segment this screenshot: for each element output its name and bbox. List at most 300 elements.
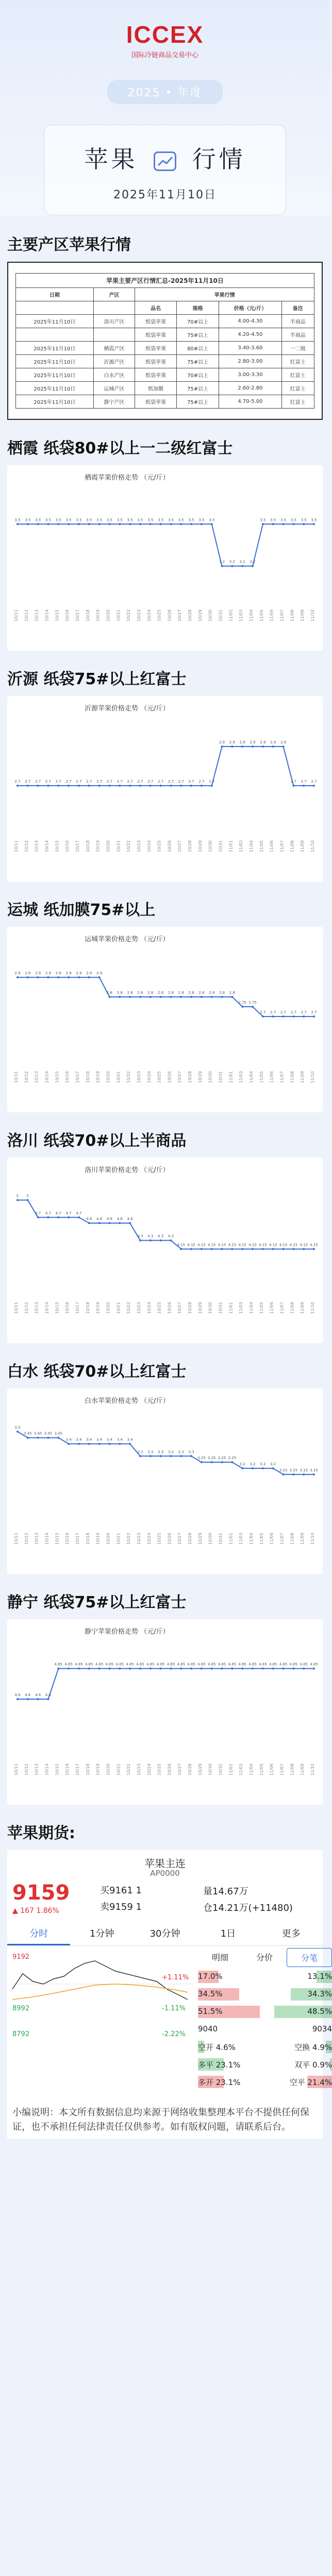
x-tick-label: 11/08 bbox=[290, 1302, 295, 1314]
price-chart-card bbox=[7, 927, 323, 1112]
data-point bbox=[68, 1668, 70, 1670]
series-line bbox=[18, 524, 314, 566]
title-right: 行情 bbox=[192, 145, 246, 173]
x-tick-label: 10/16 bbox=[65, 609, 70, 622]
data-point bbox=[180, 1668, 182, 1670]
data-point bbox=[160, 996, 162, 998]
data-point bbox=[119, 523, 121, 525]
table-cell: 2025年11月10日 bbox=[16, 342, 94, 355]
x-tick-label: 10/31 bbox=[218, 1302, 223, 1314]
tab-intraday[interactable]: 分时 bbox=[7, 1922, 70, 1945]
x-tick-label: 11/03 bbox=[239, 840, 244, 853]
data-label: 4.85 bbox=[146, 1662, 155, 1667]
flow-label-right: 9034 bbox=[312, 2024, 332, 2033]
x-tick-label: 10/23 bbox=[136, 609, 141, 622]
x-tick-label: 10/17 bbox=[75, 609, 80, 622]
table-cell: 白水产区 bbox=[93, 368, 135, 382]
data-point bbox=[313, 1248, 315, 1250]
chart-heading: 栖霞 纸袋80#以上一二级红富士 bbox=[7, 439, 233, 457]
x-tick-label: 11/04 bbox=[249, 1533, 254, 1545]
data-label: 4.85 bbox=[75, 1662, 83, 1667]
data-label: 3.5 bbox=[45, 518, 52, 522]
data-label: 3.5 bbox=[76, 518, 82, 522]
data-label: 2.8 bbox=[219, 991, 225, 995]
data-point bbox=[98, 523, 101, 525]
table-cell: 4.70-5.00 bbox=[219, 395, 281, 409]
data-point bbox=[170, 996, 172, 998]
x-tick-label: 10/12 bbox=[24, 840, 29, 853]
line-chart bbox=[7, 1388, 323, 1574]
data-point bbox=[98, 1668, 101, 1670]
flow-label-left: 多平 23.1% bbox=[198, 2060, 241, 2070]
data-point bbox=[180, 1248, 182, 1250]
data-label: 2.9 bbox=[35, 971, 41, 975]
x-tick-label: 10/25 bbox=[157, 1302, 162, 1314]
futures-bid: 买9161 1 bbox=[100, 1885, 142, 1896]
data-point bbox=[150, 996, 152, 998]
data-point bbox=[211, 1668, 213, 1670]
x-tick-label: 10/27 bbox=[177, 1071, 182, 1083]
x-tick-label: 10/18 bbox=[85, 1071, 90, 1083]
table-cell: 2.60-2.80 bbox=[219, 382, 281, 395]
data-point bbox=[201, 996, 203, 998]
flow-label-left: 9040 bbox=[198, 2024, 218, 2033]
x-tick-label: 10/13 bbox=[34, 1071, 39, 1083]
data-point bbox=[170, 785, 172, 787]
data-label: 4.85 bbox=[126, 1662, 134, 1667]
tab-30min[interactable]: 30分钟 bbox=[150, 1928, 180, 1939]
data-point bbox=[78, 976, 80, 978]
table-cell: 红富士 bbox=[281, 368, 314, 382]
x-tick-label: 10/18 bbox=[85, 609, 90, 622]
data-point bbox=[180, 1455, 182, 1457]
flow-label-right: 48.5% bbox=[307, 2007, 332, 2016]
col-product: 品名 bbox=[135, 301, 177, 315]
data-point bbox=[211, 1461, 213, 1463]
line-chart bbox=[7, 927, 323, 1112]
data-point bbox=[88, 523, 90, 525]
data-label: 4.85 bbox=[259, 1662, 267, 1667]
data-label: 2.7 bbox=[290, 1010, 296, 1014]
data-label: 4.85 bbox=[156, 1662, 165, 1667]
table-cell: 75#以上 bbox=[176, 395, 219, 409]
data-label: 3.5 bbox=[55, 518, 61, 522]
data-label: 3.3 bbox=[158, 1450, 164, 1454]
data-point bbox=[231, 565, 233, 567]
data-point bbox=[150, 1668, 152, 1670]
x-tick-label: 10/17 bbox=[75, 840, 80, 853]
data-point bbox=[139, 1240, 141, 1242]
data-point bbox=[272, 1015, 274, 1018]
x-tick-label: 10/20 bbox=[106, 609, 111, 622]
data-label: 3.2 bbox=[229, 560, 235, 564]
data-label: 2.7 bbox=[188, 779, 194, 784]
x-tick-label: 10/24 bbox=[146, 1764, 152, 1776]
x-tick-label: 10/19 bbox=[95, 840, 101, 853]
x-tick-label: 11/05 bbox=[259, 609, 264, 622]
data-label: 4.15 bbox=[269, 1243, 277, 1247]
data-point bbox=[272, 1668, 274, 1670]
data-point bbox=[47, 1698, 49, 1700]
line-chart bbox=[7, 1619, 323, 1805]
data-label: 2.7 bbox=[311, 779, 317, 784]
data-point bbox=[98, 976, 101, 978]
data-label: 3.5 bbox=[14, 518, 21, 522]
data-point bbox=[139, 996, 141, 998]
data-label: 2.8 bbox=[178, 991, 184, 995]
futures-code: AP0000 bbox=[150, 1869, 180, 1878]
x-tick-label: 10/16 bbox=[65, 840, 70, 853]
data-label: 4.6 bbox=[96, 1217, 103, 1222]
data-label: 3.4 bbox=[86, 1437, 92, 1442]
data-label: 2.8 bbox=[188, 991, 194, 995]
data-label: 3.5 bbox=[86, 518, 92, 522]
chart-heading: 洛川 纸袋70#以上半商品 bbox=[7, 1132, 187, 1150]
x-tick-label: 10/29 bbox=[197, 1764, 203, 1776]
data-point bbox=[313, 785, 315, 787]
data-label: 4.85 bbox=[95, 1662, 104, 1667]
x-tick-label: 11/04 bbox=[249, 609, 254, 622]
x-tick-label: 10/22 bbox=[126, 1764, 131, 1776]
table-cell: 红富士 bbox=[281, 382, 314, 395]
data-label: 4.85 bbox=[289, 1662, 298, 1667]
data-point bbox=[108, 785, 110, 787]
chart-heading: 运城 纸加膜75#以上 bbox=[7, 901, 156, 919]
data-point bbox=[88, 1443, 90, 1445]
x-tick-label: 10/13 bbox=[34, 1302, 39, 1314]
data-label: 4.85 bbox=[115, 1662, 124, 1667]
table-cell: 半商品 bbox=[281, 315, 314, 328]
data-label: 2.7 bbox=[301, 779, 307, 784]
x-tick-label: 10/22 bbox=[126, 609, 131, 622]
data-label: 4.15 bbox=[300, 1243, 308, 1247]
x-tick-label: 10/16 bbox=[65, 1071, 70, 1083]
x-tick-label: 10/14 bbox=[44, 609, 49, 622]
data-label: 3.5 bbox=[65, 518, 72, 522]
data-point bbox=[68, 523, 70, 525]
x-tick-label: 10/12 bbox=[24, 1302, 29, 1314]
x-tick-label: 10/24 bbox=[146, 609, 152, 622]
data-label: 2.7 bbox=[209, 779, 215, 784]
col-region: 产区 bbox=[93, 288, 135, 301]
data-point bbox=[292, 523, 294, 525]
data-point bbox=[139, 785, 141, 787]
data-point bbox=[211, 785, 213, 787]
data-point bbox=[47, 523, 49, 525]
x-tick-label: 11/08 bbox=[290, 1764, 295, 1776]
x-tick-label: 10/12 bbox=[24, 1533, 29, 1545]
flow-row bbox=[198, 1986, 332, 2004]
x-tick-label: 11/10 bbox=[310, 1764, 315, 1776]
data-point bbox=[78, 785, 80, 787]
futures-panel bbox=[7, 1850, 332, 2139]
data-label: 4.15 bbox=[197, 1243, 206, 1247]
chart-title: 栖霞苹果价格走势 （元/斤） bbox=[85, 474, 170, 482]
data-point bbox=[292, 1248, 294, 1250]
data-point bbox=[16, 1431, 19, 1433]
data-point bbox=[139, 523, 141, 525]
report-date: 2025年11月10日 bbox=[113, 189, 217, 201]
table-cell bbox=[93, 328, 135, 342]
x-tick-label: 10/15 bbox=[55, 1071, 60, 1083]
x-tick-label: 11/09 bbox=[300, 609, 305, 622]
data-label: 4.85 bbox=[197, 1662, 206, 1667]
data-label: 2.8 bbox=[117, 991, 123, 995]
x-tick-label: 10/29 bbox=[197, 1533, 203, 1545]
data-label: 4.85 bbox=[85, 1662, 93, 1667]
x-tick-label: 10/29 bbox=[197, 840, 203, 853]
data-point bbox=[262, 745, 264, 748]
x-tick-label: 10/22 bbox=[126, 1302, 131, 1314]
x-tick-label: 10/24 bbox=[146, 1302, 152, 1314]
data-point bbox=[252, 1668, 254, 1670]
x-tick-label: 10/19 bbox=[95, 1302, 101, 1314]
data-label: 2.9 bbox=[55, 971, 61, 975]
data-point bbox=[160, 785, 162, 787]
table-cell: 纸袋苹果 bbox=[135, 355, 177, 368]
data-label: 4.85 bbox=[167, 1662, 175, 1667]
data-point bbox=[201, 1248, 203, 1250]
data-label: 3.45 bbox=[44, 1431, 53, 1436]
data-point bbox=[283, 1248, 285, 1250]
x-tick-label: 10/14 bbox=[44, 1764, 49, 1776]
axis-high: 9192 bbox=[12, 1953, 30, 1961]
data-point bbox=[68, 785, 70, 787]
x-tick-label: 10/13 bbox=[34, 1533, 39, 1545]
data-label: 3.4 bbox=[117, 1437, 123, 1442]
data-point bbox=[190, 523, 192, 525]
data-point bbox=[262, 1668, 264, 1670]
data-label: 3.4 bbox=[96, 1437, 103, 1442]
data-point bbox=[283, 1015, 285, 1018]
data-label: 4.7 bbox=[55, 1211, 61, 1215]
data-label: 3.5 bbox=[260, 518, 266, 522]
col-price: 价格（元/斤） bbox=[219, 301, 281, 315]
x-tick-label: 11/08 bbox=[290, 840, 295, 853]
x-tick-label: 10/14 bbox=[44, 840, 49, 853]
data-label: 4.15 bbox=[228, 1243, 237, 1247]
x-tick-label: 10/20 bbox=[106, 1302, 111, 1314]
flow-label-left: 多开 23.1% bbox=[198, 2078, 241, 2087]
table-cell: 70#以上 bbox=[176, 315, 219, 328]
origin-table-card bbox=[7, 262, 323, 420]
data-point bbox=[88, 785, 90, 787]
x-tick-label: 10/26 bbox=[167, 1302, 172, 1314]
data-point bbox=[129, 996, 131, 998]
x-tick-label: 10/15 bbox=[55, 609, 60, 622]
title-left: 苹果 bbox=[84, 145, 138, 173]
data-point bbox=[170, 1240, 172, 1242]
data-point bbox=[211, 996, 213, 998]
data-label: 3.25 bbox=[218, 1456, 226, 1461]
data-label: 3.2 bbox=[260, 1462, 266, 1466]
data-point bbox=[303, 1248, 305, 1250]
x-tick-label: 10/14 bbox=[44, 1302, 49, 1314]
data-label: 3.5 bbox=[178, 518, 184, 522]
data-label: 3.25 bbox=[228, 1456, 237, 1461]
data-label: 2.9 bbox=[250, 740, 256, 744]
data-label: 5 bbox=[26, 1194, 29, 1198]
flow-label-right: 空换 4.9% bbox=[294, 2043, 332, 2052]
data-label: 4.85 bbox=[136, 1662, 144, 1667]
data-point bbox=[78, 523, 80, 525]
data-point bbox=[170, 1455, 172, 1457]
data-point bbox=[78, 1668, 80, 1670]
x-tick-label: 10/11 bbox=[14, 1071, 19, 1083]
data-point bbox=[241, 1006, 243, 1008]
data-label: 4.6 bbox=[127, 1217, 133, 1222]
table-row bbox=[16, 355, 314, 368]
data-label: 2.7 bbox=[65, 779, 72, 784]
x-tick-label: 10/31 bbox=[218, 840, 223, 853]
data-point bbox=[78, 1216, 80, 1218]
data-label: 3.5 bbox=[117, 518, 123, 522]
table-cell: 3.40-3.60 bbox=[219, 342, 281, 355]
x-tick-label: 10/29 bbox=[197, 609, 203, 622]
data-point bbox=[16, 523, 19, 525]
x-tick-label: 10/20 bbox=[106, 840, 111, 853]
data-point bbox=[57, 976, 59, 978]
data-label: 2.7 bbox=[106, 779, 113, 784]
data-point bbox=[272, 1248, 274, 1250]
x-tick-label: 10/27 bbox=[177, 840, 182, 853]
data-label: 2.7 bbox=[198, 779, 205, 784]
data-label: 4.15 bbox=[248, 1243, 257, 1247]
data-label: 3.5 bbox=[209, 518, 215, 522]
data-label: 2.7 bbox=[311, 1010, 317, 1014]
data-point bbox=[272, 745, 274, 748]
data-label: 2.7 bbox=[260, 1010, 266, 1014]
x-tick-label: 10/27 bbox=[177, 1302, 182, 1314]
data-label: 2.7 bbox=[14, 779, 21, 784]
table-cell: 4.00-4.30 bbox=[219, 315, 281, 328]
disclaimer: 小编说明：本文所有数据信息均来源于网络收集整理本平台不提供任何保证，也不承担任何法律责任仅供参考。如有版权问题，请联系后台。 bbox=[7, 2102, 323, 2139]
data-label: 2.7 bbox=[45, 779, 52, 784]
data-point bbox=[98, 785, 101, 787]
data-label: 4.15 bbox=[279, 1243, 288, 1247]
data-label: 3.3 bbox=[147, 1450, 154, 1454]
x-tick-label: 10/27 bbox=[177, 609, 182, 622]
tab-more[interactable]: 更多 bbox=[281, 1928, 301, 1939]
tab-1day[interactable]: 1日 bbox=[220, 1928, 236, 1939]
x-tick-label: 10/25 bbox=[157, 1764, 162, 1776]
side-tab-detail[interactable]: 明细 bbox=[211, 1953, 228, 1962]
table-cell: 纸袋苹果 bbox=[135, 368, 177, 382]
trend-chart-icon bbox=[154, 151, 176, 171]
data-point bbox=[241, 1248, 243, 1250]
data-label: 3.4 bbox=[76, 1437, 82, 1442]
data-label: 3.5 bbox=[270, 518, 276, 522]
x-tick-label: 11/09 bbox=[300, 1302, 305, 1314]
side-tab-tick[interactable]: 分笔 bbox=[287, 1948, 332, 1967]
data-label: 3.5 bbox=[301, 518, 307, 522]
data-point bbox=[262, 1467, 264, 1469]
x-tick-label: 10/28 bbox=[188, 1764, 193, 1776]
page-title bbox=[44, 141, 286, 175]
data-label: 4.6 bbox=[117, 1217, 123, 1222]
chart-title: 洛川苹果价格走势 （元/斤） bbox=[85, 1166, 170, 1174]
data-point bbox=[283, 745, 285, 748]
data-point bbox=[139, 1668, 141, 1670]
data-label: 3.5 bbox=[311, 518, 317, 522]
x-tick-label: 11/04 bbox=[249, 840, 254, 853]
x-tick-label: 10/26 bbox=[167, 1533, 172, 1545]
price-chart-card bbox=[7, 465, 323, 651]
x-tick-label: 10/24 bbox=[146, 840, 152, 853]
x-tick-label: 10/31 bbox=[218, 609, 223, 622]
x-tick-label: 10/30 bbox=[208, 1764, 213, 1776]
x-tick-label: 10/17 bbox=[75, 1071, 80, 1083]
data-label: 4.85 bbox=[228, 1662, 237, 1667]
data-point bbox=[201, 523, 203, 525]
x-tick-label: 10/28 bbox=[188, 1071, 193, 1083]
x-tick-label: 11/06 bbox=[269, 1302, 274, 1314]
x-tick-label: 10/25 bbox=[157, 1071, 162, 1083]
data-label: 2.8 bbox=[198, 991, 205, 995]
tab-1min[interactable]: 1分钟 bbox=[89, 1928, 114, 1939]
data-point bbox=[313, 1473, 315, 1476]
flow-row bbox=[198, 2021, 332, 2039]
table-row bbox=[16, 328, 314, 342]
data-point bbox=[221, 1461, 223, 1463]
data-label: 4.6 bbox=[45, 1693, 52, 1697]
data-label: 3.2 bbox=[239, 1462, 245, 1466]
series-line bbox=[18, 1200, 314, 1249]
data-label: 2.7 bbox=[290, 779, 296, 784]
data-point bbox=[313, 523, 315, 525]
x-tick-label: 11/01 bbox=[228, 1764, 234, 1776]
col-spec: 规格 bbox=[176, 301, 219, 315]
x-tick-label: 10/11 bbox=[14, 840, 19, 853]
data-point bbox=[98, 1222, 101, 1224]
side-tab-price[interactable]: 分价 bbox=[256, 1953, 273, 1962]
data-point bbox=[88, 976, 90, 978]
data-point bbox=[201, 785, 203, 787]
futures-change: ▲ 167 1.86% bbox=[12, 1907, 59, 1915]
data-label: 3.3 bbox=[188, 1450, 194, 1454]
data-point bbox=[211, 1248, 213, 1250]
data-point bbox=[150, 1240, 152, 1242]
x-tick-label: 11/01 bbox=[228, 840, 234, 853]
data-label: 4.15 bbox=[218, 1243, 226, 1247]
x-tick-label: 11/05 bbox=[259, 1533, 264, 1545]
data-label: 2.9 bbox=[260, 740, 266, 744]
data-point bbox=[241, 1668, 243, 1670]
series-line bbox=[18, 1669, 314, 1699]
data-label: 2.7 bbox=[301, 1010, 307, 1014]
data-label: 4.3 bbox=[158, 1234, 164, 1239]
data-point bbox=[108, 523, 110, 525]
x-tick-label: 11/10 bbox=[310, 1302, 315, 1314]
x-tick-label: 10/15 bbox=[55, 1533, 60, 1545]
data-point bbox=[129, 1222, 131, 1224]
x-tick-label: 10/28 bbox=[188, 609, 193, 622]
data-point bbox=[180, 996, 182, 998]
x-tick-label: 10/30 bbox=[208, 840, 213, 853]
flow-label-left: 51.5% bbox=[198, 2007, 223, 2016]
data-point bbox=[231, 1248, 233, 1250]
table-cell: 纸加膜 bbox=[135, 382, 177, 395]
data-point bbox=[190, 1248, 192, 1250]
futures-volume: 量14.67万 bbox=[203, 1886, 248, 1897]
data-point bbox=[201, 1668, 203, 1670]
x-tick-label: 10/30 bbox=[208, 1533, 213, 1545]
data-point bbox=[57, 1437, 59, 1439]
x-tick-label: 10/26 bbox=[167, 1764, 172, 1776]
data-label: 2.7 bbox=[147, 779, 154, 784]
axis-low: 8792 bbox=[12, 2030, 30, 2038]
data-label: 3.5 bbox=[127, 518, 133, 522]
